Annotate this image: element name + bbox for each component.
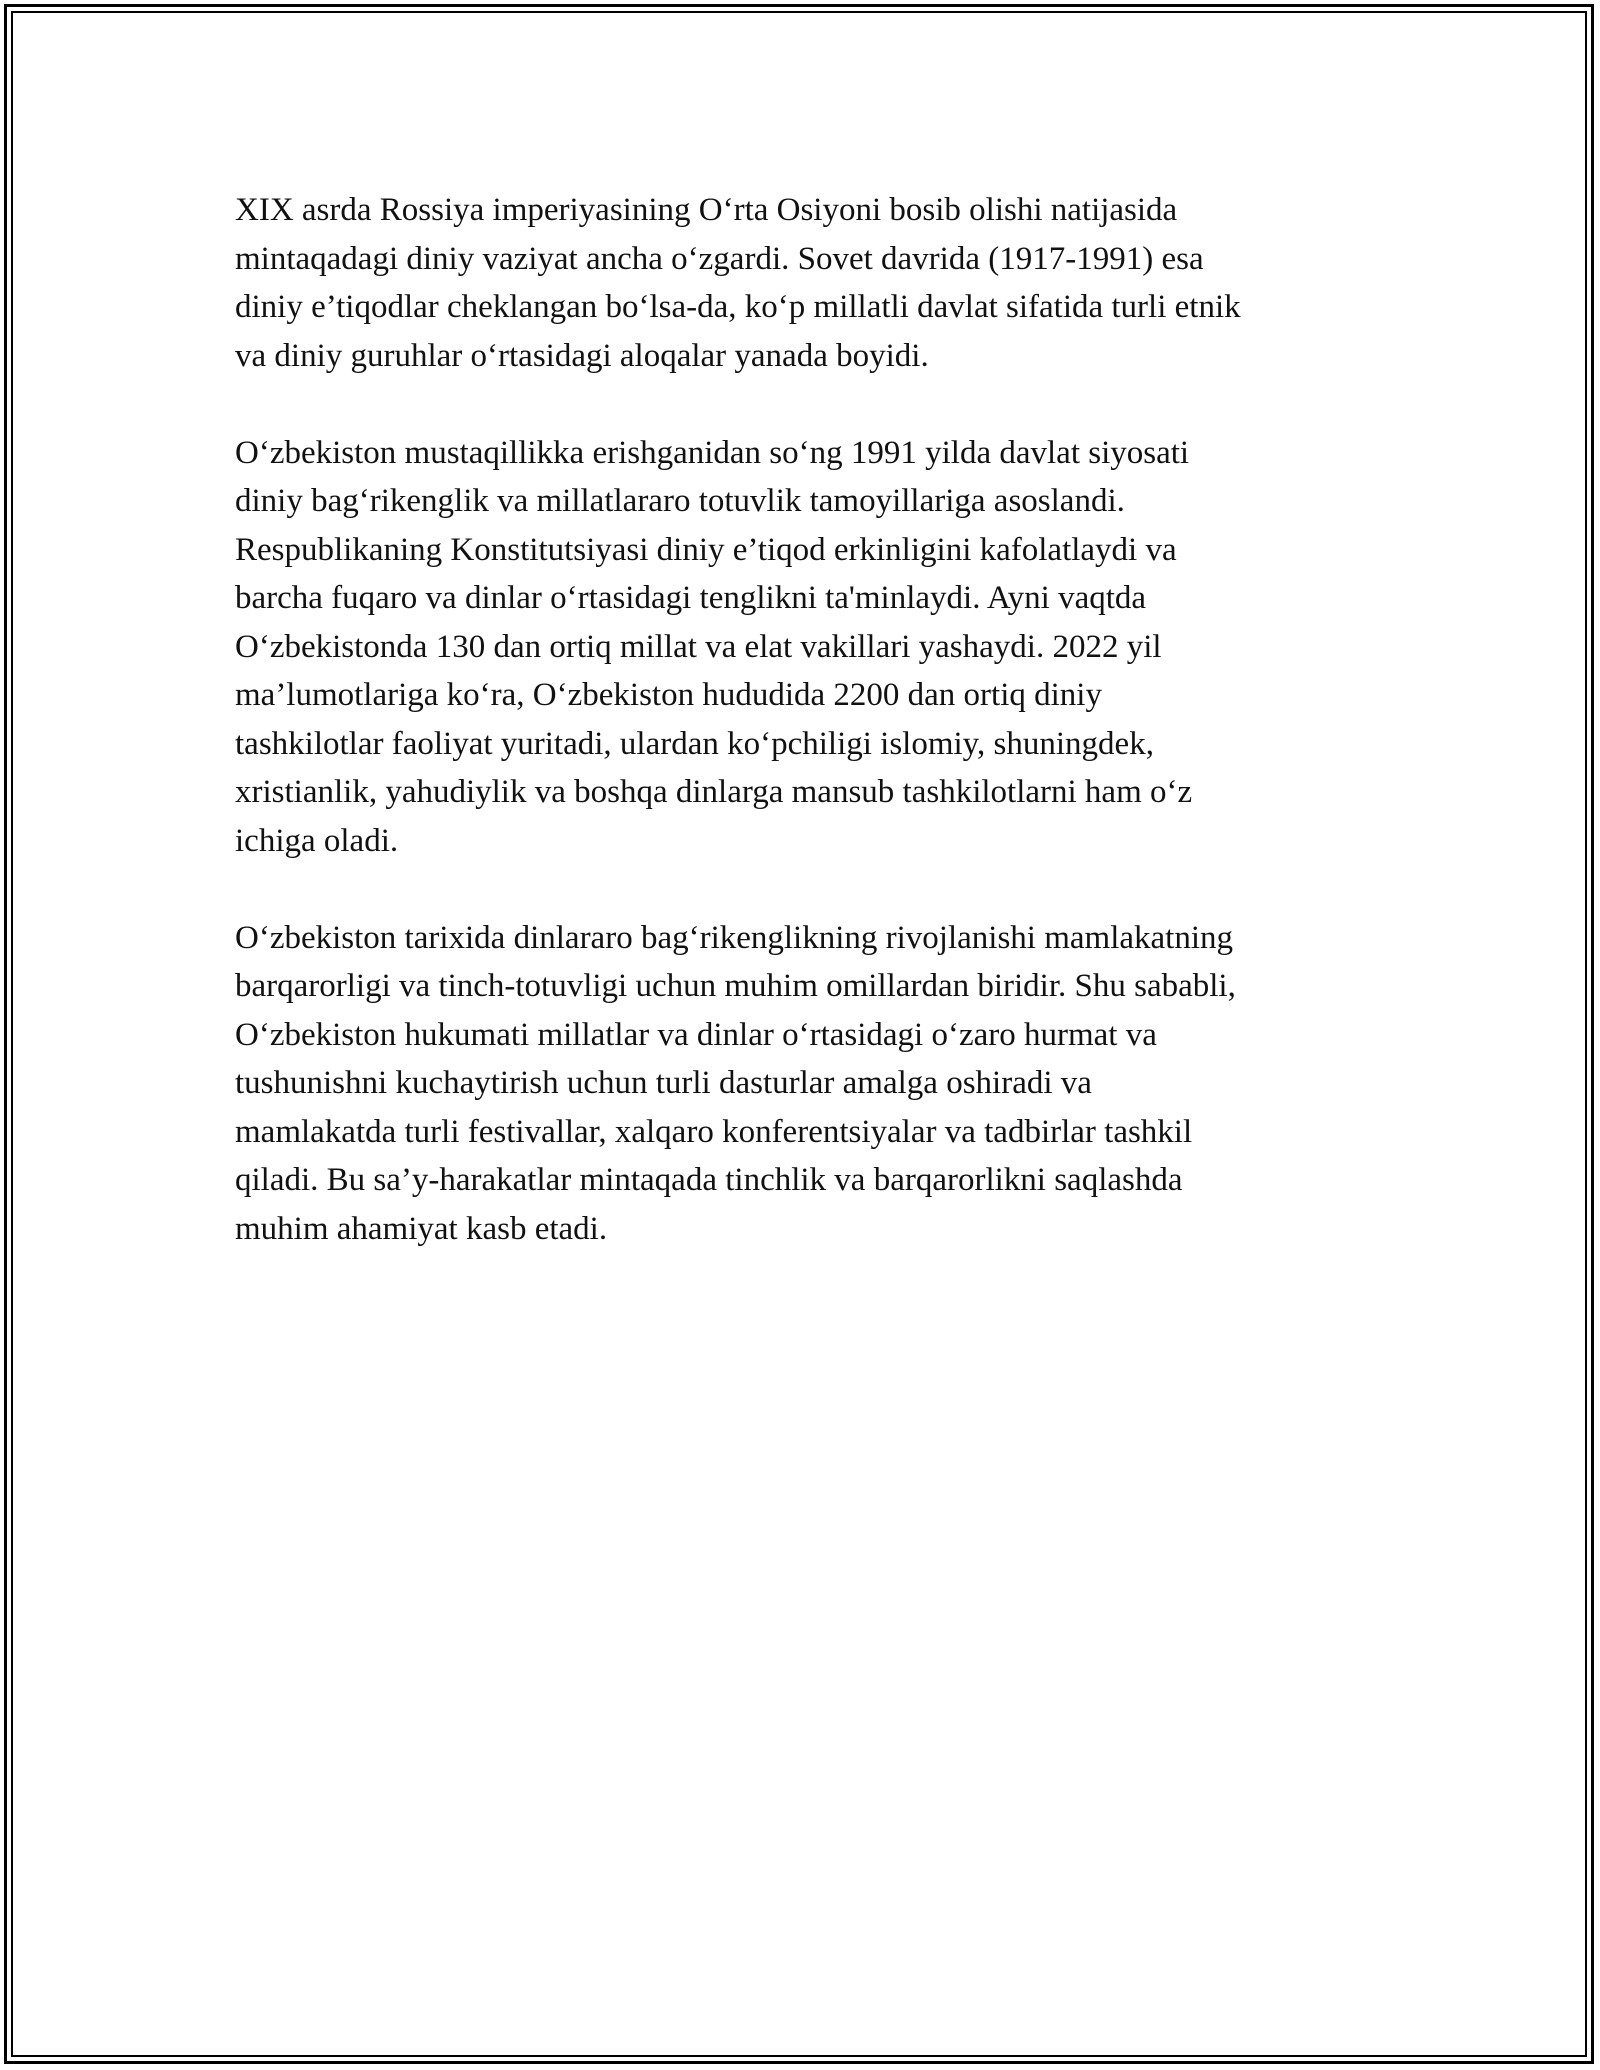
text-line: ichiga oladi. [235,822,399,859]
document-body [235,186,1375,1302]
paragraph-2 [235,429,1375,866]
text-line: qiladi. Bu sa’y-harakatlar mintaqada tinchlik va barqarorlikni saqlashda [235,1162,1183,1198]
text-line: O‘zbekiston mustaqillikka erishganidan so‘ng 1991 yilda davlat siyosati [235,434,1190,471]
text-line: Respublikaning Konstitutsiyasi diniy e’tiqod erkinligini kafolatlaydi va [235,531,1177,568]
text-line: xristianlik, yahudiylik va boshqa dinlarga mansub tashkilotlarni ham o‘z [235,774,1193,810]
text-line: diniy bag‘rikenglik va millatlararo totuvlik tamoyillariga asoslandi. [235,483,1125,519]
text-line: mamlakatda turli festivallar, xalqaro konferentsiyalar va tadbirlar tashkil [235,1113,1193,1150]
text-line: tashkilotlar faoliyat yuritadi, ulardan ko‘pchiligi islomiy, shuningdek, [235,725,1154,762]
text-line: XIX asrda Rossiya imperiyasining O‘rta Osiyoni bosib olishi natijasida [235,192,1178,228]
text-line: barqarorligi va tinch-totuvligi uchun muhim omillardan biridir. Shu sababli, [235,968,1236,1004]
text-line: O‘zbekistonda 130 dan ortiq millat va elat vakillari yashaydi. 2022 yil [235,628,1162,665]
text-line: diniy e’tiqodlar cheklangan bo‘lsa-da, ko‘p millatli davlat sifatida turli etnik [235,289,1241,325]
text-line: O‘zbekiston tarixida dinlararo bag‘rikenglikning rivojlanishi mamlakatning [235,919,1233,956]
text-line: barcha fuqaro va dinlar o‘rtasidagi tenglikni ta'minlaydi. Ayni vaqtda [235,580,1147,616]
text-line: muhim ahamiyat kasb etadi. [235,1210,608,1247]
text-line: ma’lumotlariga ko‘ra, O‘zbekiston hududida 2200 dan ortiq diniy [235,677,1102,713]
text-line: va diniy guruhlar o‘rtasidagi aloqalar yanada boyidi. [235,337,929,374]
text-line: O‘zbekiston hukumati millatlar va dinlar o‘rtasidagi o‘zaro hurmat va [235,1016,1157,1053]
paragraph-3 [235,914,1375,1254]
paragraph-1 [235,186,1375,380]
text-line: mintaqadagi diniy vaziyat ancha o‘zgardi. Sovet davrida (1917-1991) esa [235,240,1204,277]
text-line: tushunishni kuchaytirish uchun turli dasturlar amalga oshiradi va [235,1065,1092,1101]
